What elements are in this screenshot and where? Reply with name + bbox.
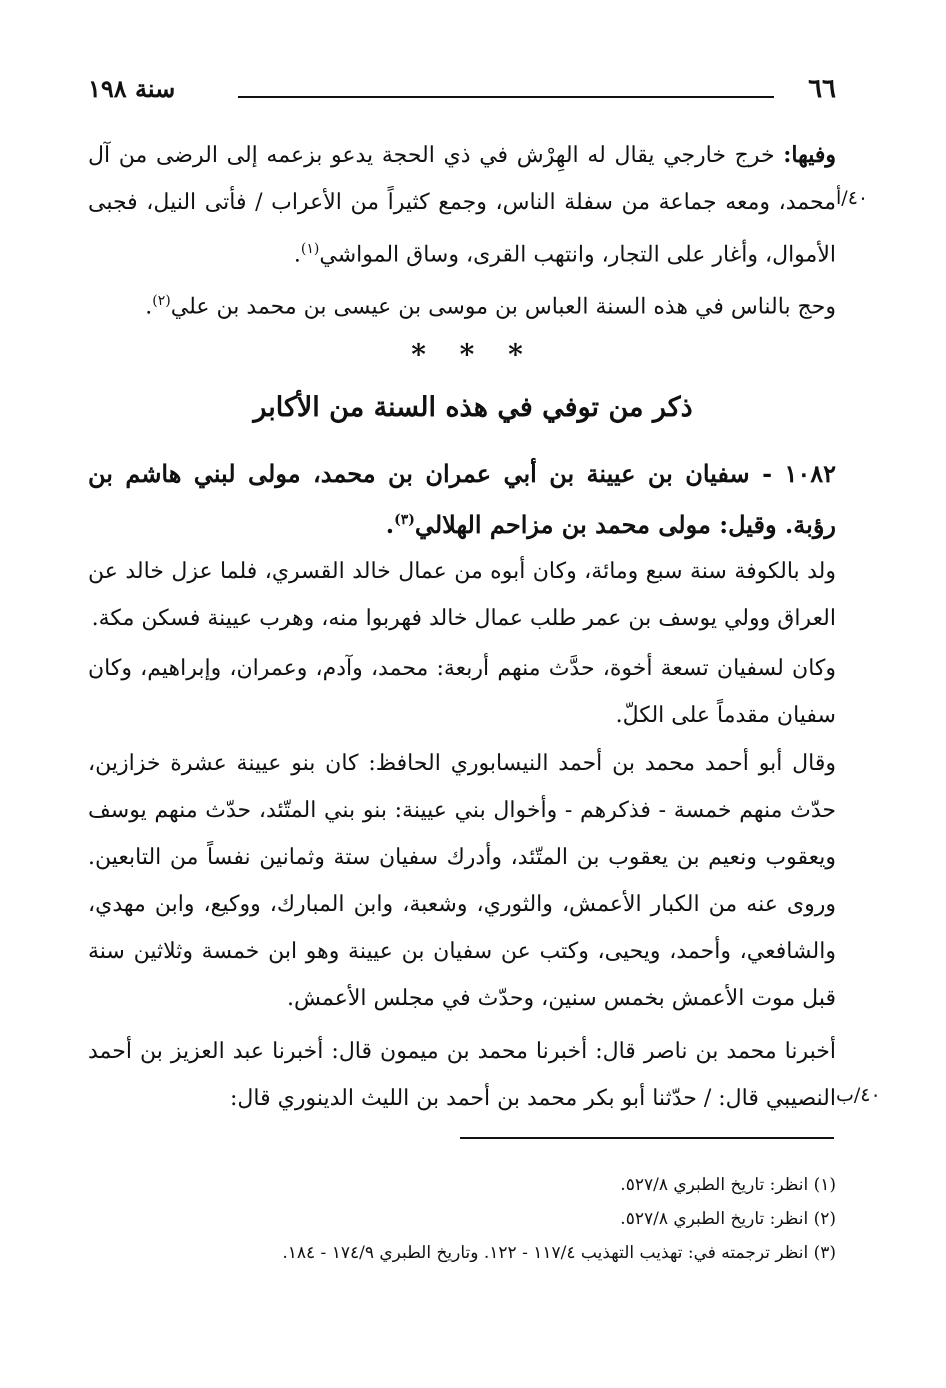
paragraph-kharijite xyxy=(88,132,836,278)
margin-reference: ٤٠/أ xyxy=(836,187,869,209)
page-number: ٦٦ xyxy=(808,74,836,104)
year-heading: سنة ١٩٨ xyxy=(88,74,176,103)
entry-end: . xyxy=(385,510,395,539)
paragraph-end: . xyxy=(293,242,301,268)
paragraph-birth: ولد بالكوفة سنة سبع ومائة، وكان أبوه من عمال خالد القسري، فلما عزل خالد عن العراق وولي يوسف بن عمر طلب عمال خالد فهربوا منه، وهرب عيينة فسكن مكة. xyxy=(88,559,836,631)
header-rule xyxy=(238,96,774,98)
biography-entry-heading xyxy=(88,450,836,548)
running-header xyxy=(88,74,836,108)
footnote-1: (١) انظر: تاريخ الطبري ٥٢٧/٨. xyxy=(620,1175,836,1195)
entry-text: ١٠٨٢ - سفيان بن عيينة بن أبي عمران بن محمد، مولى لبني هاشم بن رؤبة. وقيل: مولى محمد بن مزاحم الهلالي xyxy=(88,459,836,539)
paragraph-brothers: وكان لسفيان تسعة أخوة، حدَّث منهم أربعة: محمد، وآدم، وعمران، وإبراهيم، وكان سفيان مقدماً على الكلّ. xyxy=(88,656,836,728)
footnote-marker: (٢) xyxy=(152,293,171,309)
paragraph-isnad: أخبرنا محمد بن ناصر قال: أخبرنا محمد بن ميمون قال: أخبرنا عبد العزيز بن أحمد النصيبي قال: / حدّثنا أبو بكر محمد بن أحمد بن الليث الدينوري قال: xyxy=(88,1039,836,1111)
paragraph-narrators: وقال أبو أحمد محمد بن أحمد النيسابوري الحافظ: كان بنو عيينة عشرة خزازين، حدّث منهم خمسة - فذكرهم - وأخوال بني عيينة: بنو بني المتّئد، حدّث منهم يوسف ويعقوب ونعيم بن يعقوب بن المتّئد، وأدرك سفيان ستة وثمانين نفساً من التابعين. وروى عنه من الكبار الأعمش، والثوري، وشعبة، وابن المبارك، ووكيع، وابن مهدي، والشافعي، وأحمد، ويحيى، وكتب عن سفيان بن عيينة وهو ابن خمسة وثلاثين سنة قبل موت الأعمش بخمس سنين، وحدّث في مجلس الأعمش. xyxy=(88,751,836,1011)
paragraph-text: وحج بالناس في هذه السنة العباس بن موسى بن عيسى بن محمد بن علي xyxy=(170,294,836,320)
footnote-marker: (٣) xyxy=(394,512,415,528)
section-separator: * * * xyxy=(411,338,535,371)
paragraph-hajj xyxy=(88,278,836,330)
footnote-3: (٣) انظر ترجمته في: تهذيب التهذيب ١١٧/٤ - ١٢٢. وتاريخ الطبري ١٧٤/٩ - ١٨٤. xyxy=(282,1243,836,1263)
paragraph-lead: وفيها: xyxy=(783,142,836,168)
footnote-2: (٢) انظر: تاريخ الطبري ٥٢٧/٨. xyxy=(620,1209,836,1229)
paragraph-end: . xyxy=(145,294,153,320)
footnote-marker: (١) xyxy=(300,241,320,257)
margin-reference: ٤٠/ب xyxy=(836,1084,881,1106)
section-title: ذكر من توفي في هذه السنة من الأكابر xyxy=(253,392,693,423)
paragraph-text: خرج خارجي يقال له الهِرْش في ذي الحجة يدعو بزعمه إلى الرضى من آل محمد، ومعه جماعة من سفلة الناس، وجمع كثيراً من الأعراب / فأتى النيل، فجبى الأموال، وأغار على التجار، وانتهب القرى، وساق المواشي xyxy=(88,143,836,268)
footnotes xyxy=(88,1168,836,1270)
footnote-rule xyxy=(460,1137,834,1139)
